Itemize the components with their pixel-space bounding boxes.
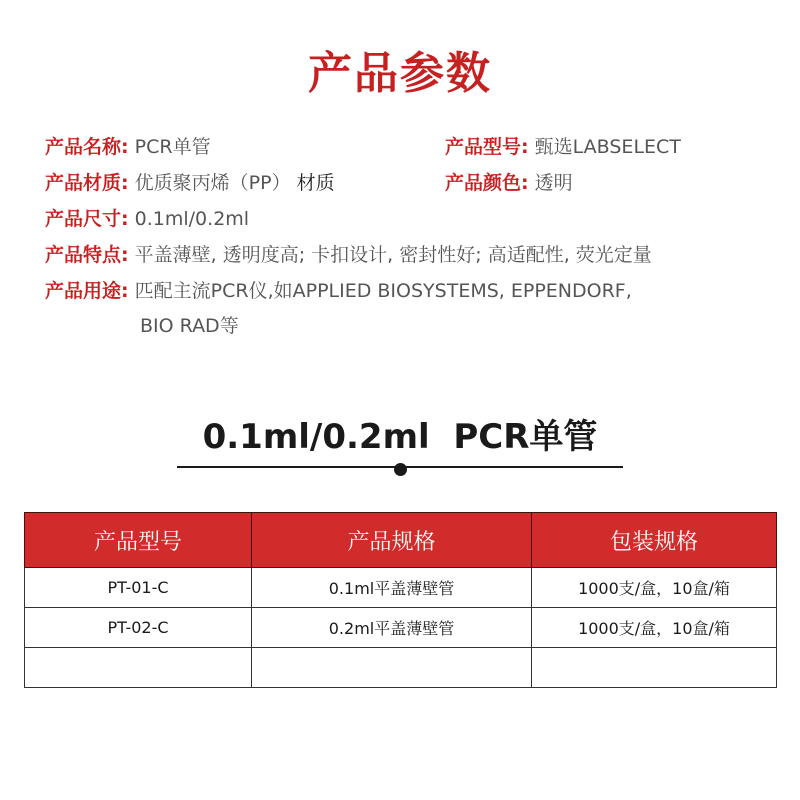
spec-usage-continuation: BIO RAD等 [140, 315, 239, 337]
spec-name-label: 产品名称: [45, 136, 129, 158]
cell-model: PT-01-C [25, 568, 252, 608]
spec-name-value: PCR单管 [134, 136, 211, 158]
spec-color [445, 170, 573, 196]
cell-spec: 0.1ml平盖薄壁管 [252, 568, 532, 608]
spec-color-label: 产品颜色: [445, 172, 529, 194]
cell-model [25, 648, 252, 688]
spec-features-label: 产品特点: [45, 244, 129, 266]
table-row [25, 608, 777, 648]
product-subtitle: 0.1ml/0.2ml PCR单管 [202, 417, 598, 457]
spec-usage-value: 匹配主流PCR仪,如APPLIED BIOSYSTEMS, EPPENDORF, [134, 280, 632, 302]
spec-usage-label: 产品用途: [45, 280, 129, 302]
cell-packaging: 1000支/盒，10盒/箱 [532, 608, 777, 648]
cell-packaging: 1000支/盒，10盒/箱 [532, 568, 777, 608]
spec-color-value: 透明 [534, 172, 573, 194]
header-packaging: 包装规格 [532, 513, 777, 568]
table-row [25, 648, 777, 688]
spec-material-label: 产品材质: [45, 172, 129, 194]
spec-material-suffix: 材质 [296, 172, 335, 194]
spec-name [45, 134, 211, 160]
spec-table [24, 512, 777, 688]
table-header-row [25, 513, 777, 568]
spec-material-value: 优质聚丙烯（PP） [134, 172, 291, 194]
spec-size-label: 产品尺寸: [45, 208, 129, 230]
header-model: 产品型号 [25, 513, 252, 568]
spec-features-value: 平盖薄壁, 透明度高; 卡扣设计, 密封性好; 高适配性, 荧光定量 [134, 244, 652, 266]
cell-model: PT-02-C [25, 608, 252, 648]
spec-model-label: 产品型号: [445, 136, 529, 158]
subtitle-dot [394, 463, 407, 476]
spec-features [45, 242, 652, 268]
page-title: 产品参数 [308, 48, 492, 99]
spec-model [445, 134, 681, 160]
spec-material [45, 170, 335, 196]
header-spec: 产品规格 [252, 513, 532, 568]
cell-spec: 0.2ml平盖薄壁管 [252, 608, 532, 648]
table-row [25, 568, 777, 608]
cell-spec [252, 648, 532, 688]
spec-size-value: 0.1ml/0.2ml [134, 208, 250, 230]
cell-packaging [532, 648, 777, 688]
spec-usage [45, 278, 632, 304]
spec-size [45, 206, 249, 232]
spec-model-value: 甄选LABSELECT [534, 136, 681, 158]
